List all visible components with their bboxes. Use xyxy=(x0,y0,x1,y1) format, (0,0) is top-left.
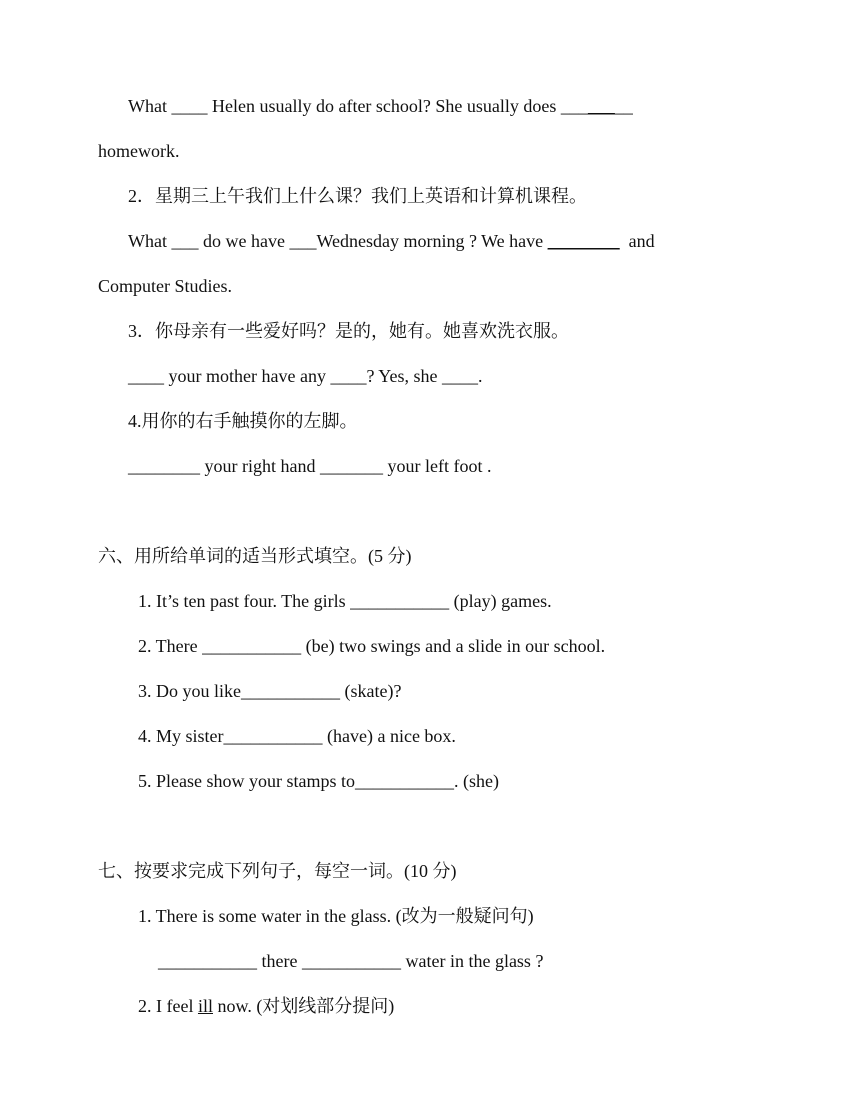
q1-text-a: What ____ Helen usually do after school? She usually does ___ xyxy=(128,96,588,116)
q1-line1 xyxy=(128,95,633,117)
section6-item-5: 5. Please show your stamps to___________. (she) xyxy=(138,771,499,791)
q2-text-c: and xyxy=(619,231,655,251)
q2-chinese: 2．星期三上午我们上什么课？我们上英语和计算机课程。 xyxy=(128,186,587,206)
q3-english: ____ your mother have any ____? Yes, she ____. xyxy=(128,366,483,386)
q3-chinese: 3．你母亲有一些爱好吗？是的，她有。她喜欢洗衣服。 xyxy=(128,321,569,341)
section7-q2-text-b: now. (对划线部分提问) xyxy=(212,996,395,1016)
section6-item-2: 2. There ___________ (be) two swings and a slide in our school. xyxy=(138,636,606,656)
q1-text-c: __ xyxy=(614,96,633,116)
section7-q1-answer: ___________ there ___________ water in the glass ? xyxy=(158,951,544,971)
q1-line2: homework. xyxy=(98,141,180,161)
q4-english: ________ your right hand _______ your left foot . xyxy=(128,456,492,476)
section7-q2-text-a: 2. I feel xyxy=(138,996,198,1016)
section6-item-1: 1. It’s ten past four. The girls ___________ (play) games. xyxy=(138,591,552,611)
section7-heading: 七、按要求完成下列句子，每空一词。(10 分) xyxy=(98,861,457,881)
q2-blank: ________ xyxy=(547,231,620,251)
section7-q2 xyxy=(138,995,394,1017)
q2-english xyxy=(128,230,655,252)
section6-heading: 六、用所给单词的适当形式填空。(5 分) xyxy=(98,546,412,566)
q1-text-b: ___ xyxy=(587,96,615,116)
section7-q1: 1. There is some water in the glass. (改为一般疑问句) xyxy=(138,906,534,926)
section6-item-4: 4. My sister___________ (have) a nice box. xyxy=(138,726,456,746)
q4-chinese: 4.用你的右手触摸你的左脚。 xyxy=(128,411,358,431)
q2-text-a: What ___ do we have ___Wednesday morning ? We have xyxy=(128,231,548,251)
section6-item-3: 3. Do you like___________ (skate)? xyxy=(138,681,402,701)
q2-english-line2: Computer Studies. xyxy=(98,276,232,296)
section7-q2-underlined-word: ill xyxy=(197,996,213,1016)
